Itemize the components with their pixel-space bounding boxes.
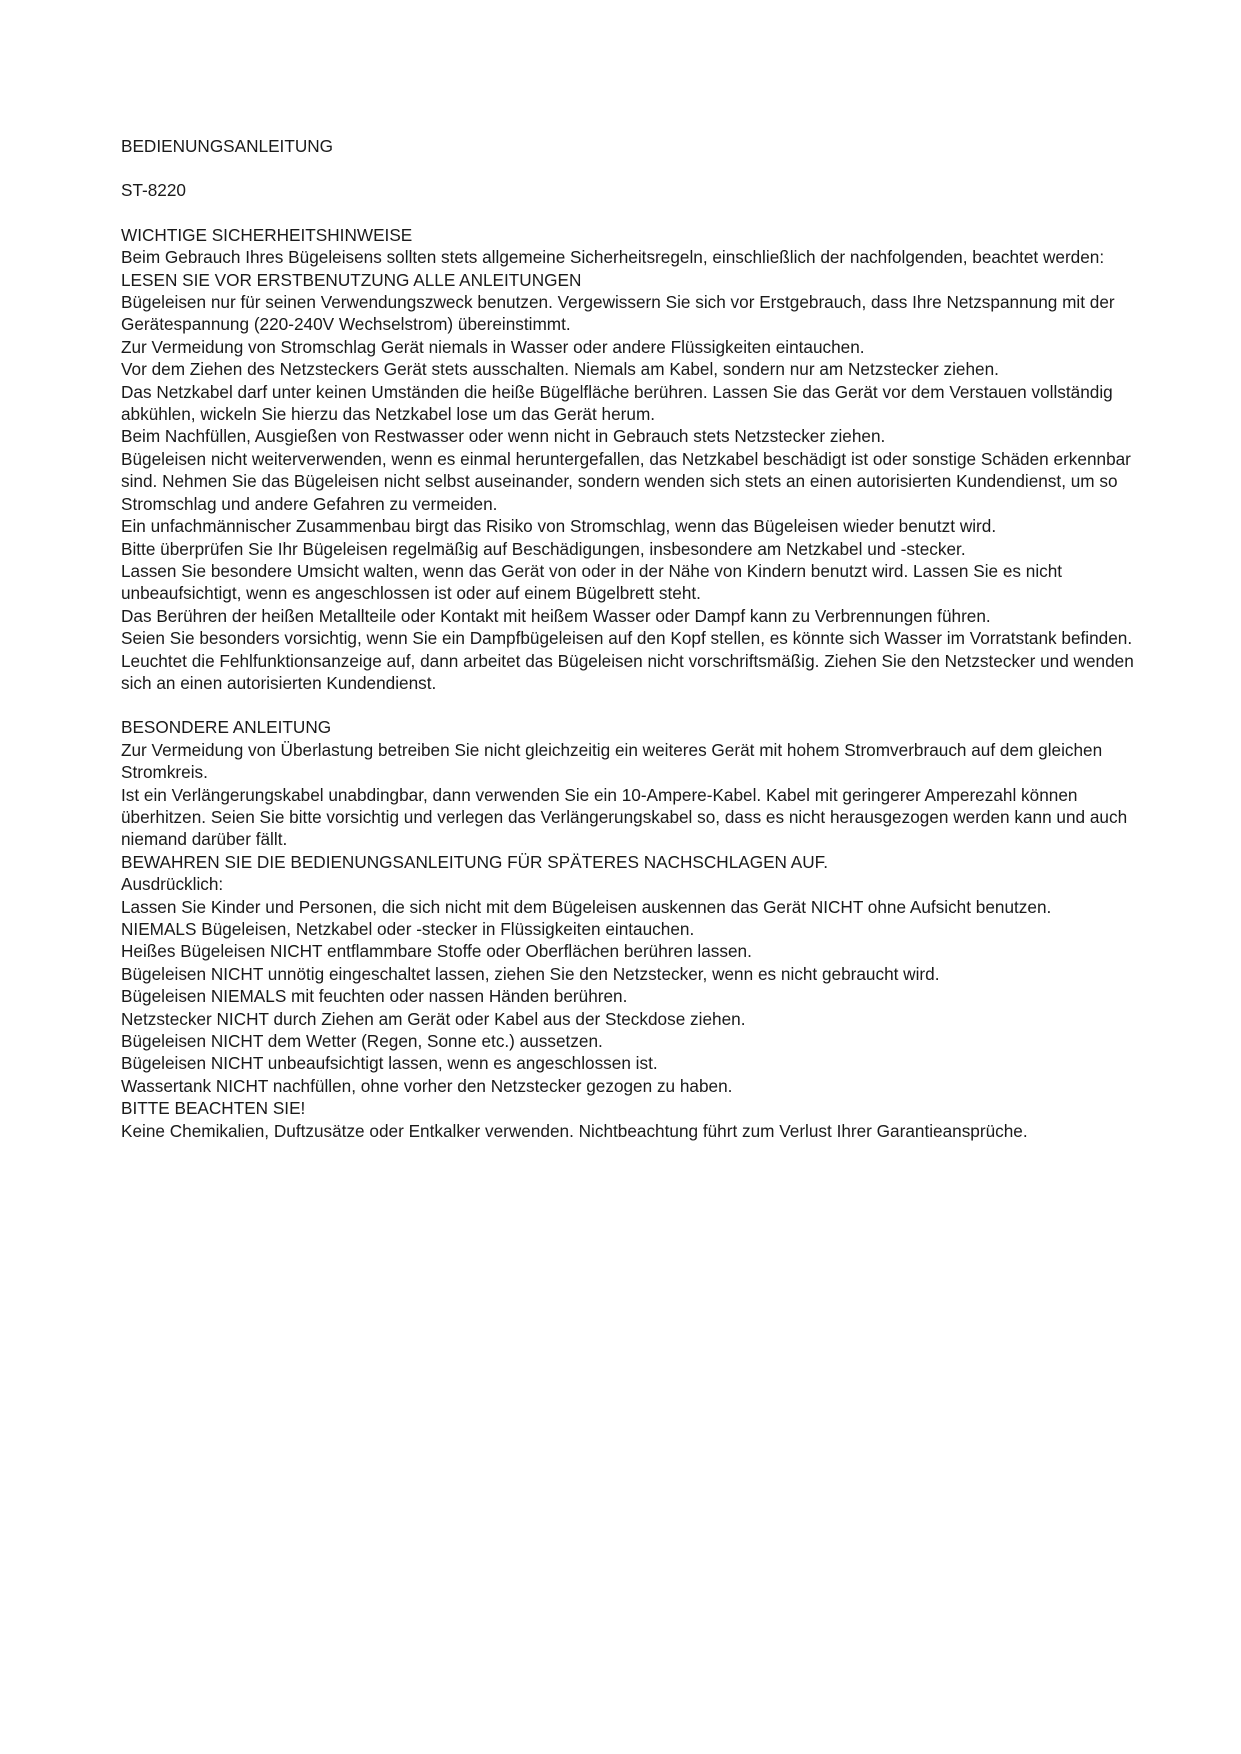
safety-item: Bitte überprüfen Sie Ihr Bügeleisen regelmäßig auf Beschädigungen, insbesondere am Netzkabel und -stecker. [121,538,966,559]
safety-item: Bügeleisen nur für seinen Verwendungszweck benutzen. Vergewissern Sie sich vor Erstgebrauch, dass Ihre Netzspannung mit der Gerätespannung (220-240V Wechselstrom) übereinstimmt. [121,292,1115,335]
special-item: Bügeleisen NICHT dem Wetter (Regen, Sonne etc.) aussetzen. [121,1031,603,1052]
safety-item: Ein unfachmännischer Zusammenbau birgt das Risiko von Stromschlag, wenn das Bügeleisen wieder benutzt wird. [121,516,997,537]
special-heading: BESONDERE ANLEITUNG [121,717,332,738]
safety-item: Zur Vermeidung von Stromschlag Gerät niemals in Wasser oder andere Flüssigkeiten eintauchen. [121,336,865,357]
safety-heading: WICHTIGE SICHERHEITSHINWEISE [121,224,413,245]
special-item: Bügeleisen NICHT unbeaufsichtigt lassen, wenn es angeschlossen ist. [121,1053,658,1074]
special-item: Keine Chemikalien, Duftzusätze oder Entkalker verwenden. Nichtbeachtung führt zum Verlust Ihrer Garantieansprüche. [121,1120,1028,1141]
special-item: Wassertank NICHT nachfüllen, ohne vorher den Netzstecker gezogen zu haben. [121,1075,733,1096]
safety-item: Lassen Sie besondere Umsicht walten, wenn das Gerät von oder in der Nähe von Kindern benutzt wird. Lassen Sie es nicht unbeaufsichtigt, wenn es angeschlossen ist oder auf einem Bügelbrett steht. [121,560,1063,604]
special-item: Bügeleisen NIEMALS mit feuchten oder nassen Händen berühren. [121,986,628,1007]
model-number: ST-8220 [121,180,186,201]
safety-item: Vor dem Ziehen des Netzsteckers Gerät stets ausschalten. Niemals am Kabel, sondern nur am Netzstecker ziehen. [121,359,999,380]
safety-item: Das Netzkabel darf unter keinen Umständen die heiße Bügelfläche berühren. Lassen Sie das Gerät vor dem Verstauen vollständig abkühlen, wickeln Sie hierzu das Netzkabel lose um das Gerät herum. [121,381,1113,425]
safety-intro: Beim Gebrauch Ihres Bügeleisens sollten stets allgemeine Sicherheitsregeln, einschließlich der nachfolgenden, beachtet werden: [121,247,1105,268]
safety-section [121,224,1141,695]
safety-item: Seien Sie besonders vorsichtig, wenn Sie ein Dampfbügeleisen auf den Kopf stellen, es könnte sich Wasser im Vorratstank befinden. [121,628,1133,649]
document-title: BEDIENUNGSANLEITUNG [121,136,334,156]
special-item: Heißes Bügeleisen NICHT entflammbare Stoffe oder Oberflächen berühren lassen. [121,941,752,962]
special-item: BITTE BEACHTEN SIE! [121,1098,306,1119]
special-item: BEWAHREN SIE DIE BEDIENUNGSANLEITUNG FÜR SPÄTERES NACHSCHLAGEN AUF. [121,851,829,872]
special-item: Ausdrücklich: [121,874,224,895]
safety-item: Beim Nachfüllen, Ausgießen von Restwasser oder wenn nicht in Gebrauch stets Netzstecker ziehen. [121,426,886,447]
read-all-instructions: LESEN SIE VOR ERSTBENUTZUNG ALLE ANLEITUNGEN [121,269,582,290]
special-section [121,716,1141,1142]
manual-page [121,135,1141,1142]
special-item: Bügeleisen NICHT unnötig eingeschaltet lassen, ziehen Sie den Netzstecker, wenn es nicht gebraucht wird. [121,963,940,984]
safety-item: Leuchtet die Fehlfunktionsanzeige auf, dann arbeitet das Bügeleisen nicht vorschriftsmäßig. Ziehen Sie den Netzstecker und wenden sich an einen autorisierten Kundendienst. [121,650,1134,693]
safety-item: Das Berühren der heißen Metallteile oder Kontakt mit heißem Wasser oder Dampf kann zu Verbrennungen führen. [121,605,991,626]
special-item: Netzstecker NICHT durch Ziehen am Gerät oder Kabel aus der Steckdose ziehen. [121,1008,746,1029]
special-item: NIEMALS Bügeleisen, Netzkabel oder -stecker in Flüssigkeiten eintauchen. [121,919,695,939]
special-item: Ist ein Verlängerungskabel unabdingbar, dann verwenden Sie ein 10-Ampere-Kabel. Kabel mit geringerer Amperezahl können überhitzen. Seien Sie bitte vorsichtig und verlegen das Verlängerungskabel so, dass es nicht herausgezogen werden kann und auch niemand darüber fällt. [121,784,1128,850]
special-item: Zur Vermeidung von Überlastung betreiben Sie nicht gleichzeitig ein weiteres Gerät mit hohem Stromverbrauch auf dem gleichen Stromkreis. [121,739,1103,783]
safety-item: Bügeleisen nicht weiterverwenden, wenn es einmal heruntergefallen, das Netzkabel beschädigt ist oder sonstige Schäden erkennbar sind. Nehmen Sie das Bügeleisen nicht selbst auseinander, sondern wenden sich stets an einen autorisierten Kundendienst, um so Stromschlag und andere Gefahren zu vermeiden. [121,448,1131,514]
special-item: Lassen Sie Kinder und Personen, die sich nicht mit dem Bügeleisen auskennen das Gerät NICHT ohne Aufsicht benutzen. [121,896,1052,917]
